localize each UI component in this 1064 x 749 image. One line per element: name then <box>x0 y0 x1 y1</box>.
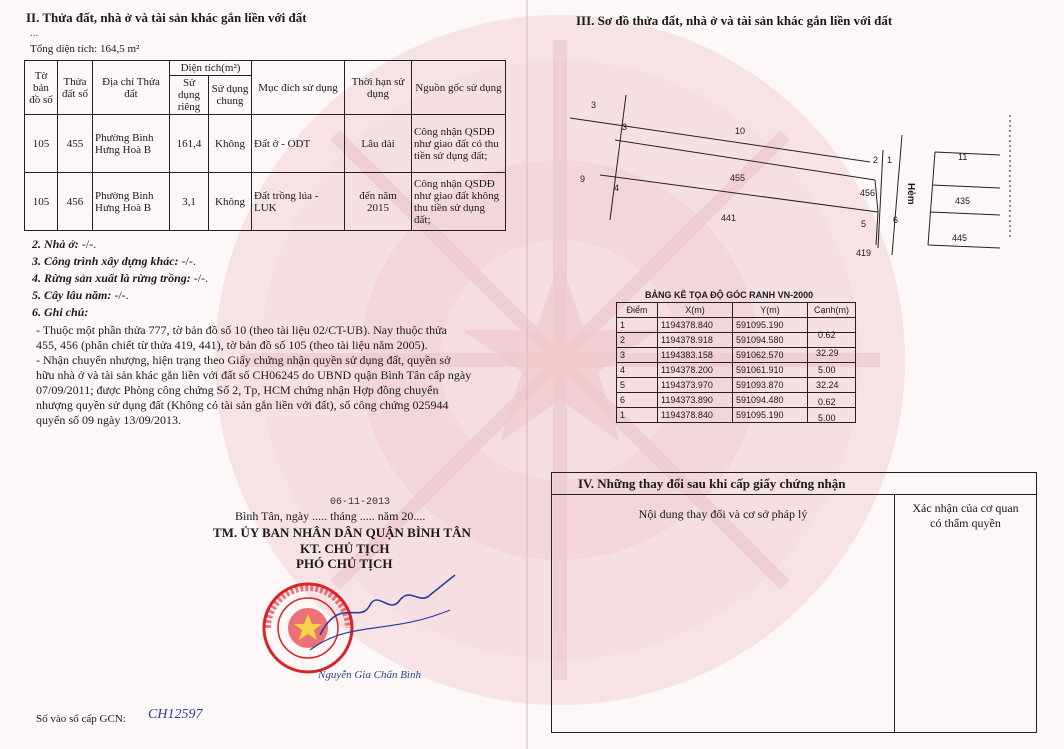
coord-y: 591094.480 <box>733 393 808 408</box>
coord-x: 1194378.840 <box>658 408 733 423</box>
col-dia-chi: Địa chỉ Thửa đất <box>93 61 170 115</box>
cell-nguon-goc: Công nhận QSDĐ như giao đất có thu tiền sử dụng đất; <box>412 115 506 173</box>
cell-thoi-han: Lâu dài <box>345 115 412 173</box>
cell-rieng: 3,1 <box>170 173 209 231</box>
changes-table <box>551 472 1037 733</box>
coord-y: 591094.580 <box>733 333 808 348</box>
note-line: 07/09/2011; được Phòng công chứng Số 2, Tp, HCM chứng nhận Hợp đồng chuyển <box>36 383 439 397</box>
edge-length: 5.00 <box>818 365 836 375</box>
land-parcel-table <box>24 60 506 231</box>
col-su-dung-rieng: Sử dụng riêng <box>170 76 209 115</box>
map-label: 4 <box>614 183 620 193</box>
map-label: 9 <box>580 174 586 184</box>
notes-block <box>36 323 496 428</box>
cell-nguon-goc: Công nhận QSDĐ như giao đất không thu tiền sử dụng đất; <box>412 173 506 231</box>
cell-dia-chi: Phường Bình Hưng Hoà B <box>93 173 170 231</box>
coord-y: 591095.190 <box>733 318 808 333</box>
overline-scribble: ... <box>30 27 39 39</box>
coord-x: 1194373.890 <box>658 393 733 408</box>
coord-x: 1194378.918 <box>658 333 733 348</box>
total-area-line: Tổng diện tích: 164,5 m² <box>30 43 140 55</box>
note-line: hữu nhà ở và tài sản khác gắn liền với đất số CH06245 do UBND quận Bình Tân cấp ngày <box>36 368 472 382</box>
map-label: 456 <box>860 188 876 198</box>
coord-pt: 1 <box>617 408 658 423</box>
map-label: 5 <box>861 219 867 229</box>
col-to-ban-do: Tờ bản đồ số <box>25 61 58 115</box>
item-rung: 4. Rừng sản xuất là rừng trồng: -/-. <box>32 271 209 285</box>
edge-length: 5.00 <box>818 413 836 423</box>
map-label: 1 <box>887 155 893 165</box>
cell-muc-dich: Đất trồng lúa - LUK <box>252 173 345 231</box>
changes-col1-label: Nội dung thay đổi và cơ sở pháp lý <box>638 507 808 521</box>
coord-pt: 4 <box>617 363 658 378</box>
coord-x: 1194373.970 <box>658 378 733 393</box>
coord-head-x: X(m) <box>658 303 733 318</box>
map-label-hem: Hẻm <box>905 183 916 205</box>
coord-title: BẢNG KÊ TỌA ĐỘ GÓC RANH VN-2000 <box>645 290 814 300</box>
coord-pt: 6 <box>617 393 658 408</box>
map-label: 445 <box>952 233 968 243</box>
map-label: 2 <box>873 155 879 165</box>
signer-name: Nguyễn Gia Chấn Bình <box>318 669 421 681</box>
col-thua-dat: Thửa đất số <box>58 61 93 115</box>
item-cay-lau-nam: 5. Cây lâu năm: -/-. <box>32 288 129 302</box>
cell-rieng: 161,4 <box>170 115 209 173</box>
parcel-sketch <box>560 90 1020 270</box>
map-label: 435 <box>955 196 971 206</box>
kt-chu-tich: KT. CHỦ TỊCH <box>300 541 390 556</box>
map-label: 11 <box>958 152 968 162</box>
cell-to: 105 <box>25 173 58 231</box>
map-label: 6 <box>893 215 899 225</box>
item-cong-trinh: 3. Công trình xây dựng khác: -/-. <box>32 254 196 268</box>
changes-col2-label: Xác nhận của cơ quan có thẩm quyền <box>912 501 1019 530</box>
cell-thua: 456 <box>58 173 93 231</box>
map-label: 10 <box>735 126 746 136</box>
table-row <box>25 115 506 173</box>
coord-head-pt: Điểm <box>617 303 658 318</box>
cell-thoi-han: đến năm 2015 <box>345 173 412 231</box>
edge-length: 32.29 <box>816 348 839 358</box>
map-label: 419 <box>856 248 872 258</box>
coord-y: 591062.570 <box>733 348 808 363</box>
coord-pt: 5 <box>617 378 658 393</box>
date-stamp: 06-11-2013 <box>330 497 391 508</box>
date-line: Bình Tân, ngày ..... tháng ..... năm 20.... <box>235 509 426 523</box>
map-label: 455 <box>730 173 746 183</box>
edge-length: 32.24 <box>816 380 839 390</box>
cell-dia-chi: Phường Bình Hưng Hoà B <box>93 115 170 173</box>
changes-confirm-column <box>895 495 1037 733</box>
edge-length: 0.62 <box>818 330 836 340</box>
authority-title: TM. ỦY BAN NHÂN DÂN QUẬN BÌNH TÂN <box>213 525 471 540</box>
coord-pt: 1 <box>617 318 658 333</box>
note-line: - Thuộc một phần thửa 777, tờ bản đồ số 10 (theo tài liệu 02/CT-UB). Nay thuộc thửa <box>36 323 447 337</box>
cell-thua: 455 <box>58 115 93 173</box>
note-line: - Nhận chuyển nhượng, hiện trạng theo Giấy chứng nhận quyền sử dụng đất, quyền sở <box>36 353 451 367</box>
note-line: quyển số 09 ngày 13/09/2013. <box>36 413 181 427</box>
cell-chung: Không <box>209 115 252 173</box>
table-row <box>25 173 506 231</box>
map-label: 3 <box>622 122 628 132</box>
register-number: CH12597 <box>148 707 203 722</box>
coord-pt: 3 <box>617 348 658 363</box>
coord-x: 1194378.840 <box>658 318 733 333</box>
property-items <box>32 236 208 321</box>
signature-scribble <box>300 565 460 675</box>
note-line: nhượng quyền sử dụng đất (Không có tài sản gắn liền với đất), số công chứng 025944 <box>36 398 449 412</box>
col-muc-dich: Mục đích sử dụng <box>252 61 345 115</box>
col-nguon-goc: Nguồn gốc sử dụng <box>412 61 506 115</box>
item-nha-o: 2. Nhà ở: -/-. <box>32 237 97 251</box>
cell-chung: Không <box>209 173 252 231</box>
section-iv-title: IV. Những thay đổi sau khi cấp giấy chứng nhận <box>552 473 1037 495</box>
register-label: Số vào sổ cấp GCN: <box>36 713 126 725</box>
edge-length: 0.62 <box>818 397 836 407</box>
cell-muc-dich: Đất ở - ODT <box>252 115 345 173</box>
coord-y: 591061.910 <box>733 363 808 378</box>
coord-pt: 2 <box>617 333 658 348</box>
coord-head-edge: Cạnh(m) <box>808 303 856 318</box>
note-line: 455, 456 (phân chiết từ thửa 419, 441), tờ bản đồ số 105 (theo tài liệu năm 2005). <box>36 338 428 352</box>
pho-chu-tich: PHÓ CHỦ TỊCH <box>296 556 393 571</box>
col-thoi-han: Thời hạn sử dụng <box>345 61 412 115</box>
changes-content-column <box>552 495 895 733</box>
map-label: 441 <box>721 213 737 223</box>
section-ii-title: II. Thửa đất, nhà ở và tài sản khác gắn liền với đất <box>26 10 307 25</box>
section-iii-title: III. Sơ đồ thửa đất, nhà ở và tài sản khác gắn liền với đất <box>576 13 893 28</box>
item-ghi-chu: 6. Ghi chú: <box>32 305 89 319</box>
coord-x: 1194378.200 <box>658 363 733 378</box>
col-su-dung-chung: Sử dụng chung <box>209 76 252 115</box>
coord-y: 591095.190 <box>733 408 808 423</box>
coord-head-y: Y(m) <box>733 303 808 318</box>
map-label: 3 <box>591 100 597 110</box>
coord-y: 591093.870 <box>733 378 808 393</box>
cell-to: 105 <box>25 115 58 173</box>
coord-x: 1194383.158 <box>658 348 733 363</box>
col-dien-tich: Diện tích(m²) <box>170 61 252 76</box>
